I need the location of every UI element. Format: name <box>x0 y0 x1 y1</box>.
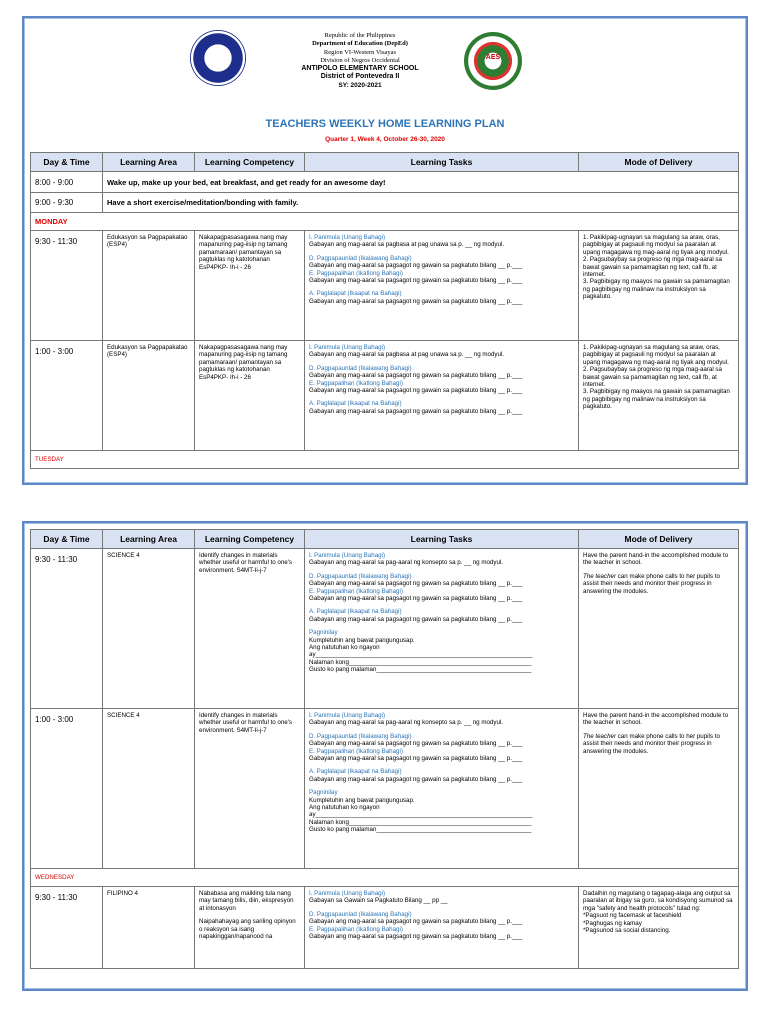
day-row <box>31 213 739 231</box>
task-text: Gabayan ang mag-aaral sa pagsagot ng gawain sa pagkatuto bilang __ p.___ <box>309 755 523 763</box>
mode-cell: Dadalhin ng magulang o tagapag-alaga ang output sa paaralan at ibigay sa guro, sa kondisyong sumunod sa mga "safety and health protocols" tulad ng: *Pagsuot ng facemask at faceshield *Paghugas ng kamay *Pagsunod sa social distancing. <box>579 887 739 969</box>
col-header: Learning Competency <box>195 153 305 172</box>
task-text: Gabayan ang mag-aaral sa pagbasa at pag unawa sa p. __ ng modyul. <box>309 351 505 359</box>
header-line: Region VI-Western Visayas <box>323 48 397 56</box>
school-seal-icon <box>464 32 522 90</box>
competency-cell: Nakapagpasasagawa nang may mapanuring pag-iisip ng tamang pamamaraan/ pamantayan sa pagtuklas ng katotohanan EsP4PKP- Ih-i - 26 <box>195 231 305 341</box>
task-text: Gabayan ang mag-aaral sa pagsagot ng gawain sa pagkatuto bilang __ p.___ <box>309 387 523 395</box>
header-line: Division of Negros Occidental <box>320 56 400 64</box>
reflection-line: Kumpletuhin ang bawat pangungusap. <box>309 636 415 644</box>
task-text: Gabayan ang mag-aaral sa pagsagot ng gawain sa pagkatuto bilang __ p.___ <box>309 407 523 415</box>
day-row <box>31 451 739 469</box>
competency-cell: Nakapagpasasagawa nang may mapanuring pag-iisip ng tamang pamamaraan/ pamantayan sa pagtuklas ng katotohanan EsP4PKP- Ih-i - 26 <box>195 341 305 451</box>
learning-area-cell: FILIPINO 4 <box>103 887 195 969</box>
table-row <box>31 887 739 969</box>
learning-area-cell: Edukasyon sa Pagpapakatao (ESP4) <box>103 231 195 341</box>
time-cell: 1:00 - 3:00 <box>31 709 103 869</box>
tasks-cell <box>305 231 579 341</box>
task-text: Gabayan ang mag-aaral sa pagsagot ng gawain sa pagkatuto bilang __ p.___ <box>309 595 523 603</box>
tasks-cell <box>305 709 579 869</box>
mode-text <box>583 733 734 755</box>
task-label: D. Pagpapaunlad (Ikalawang Bahagi) <box>309 572 412 580</box>
task-label: I. Panimula (Unang Bahagi) <box>309 234 386 241</box>
task-label: E. Pagpapalihan (Ikatlong Bahagi) <box>309 925 403 933</box>
task-text: Gabayan ang mag-aaral sa pagsagot ng gawain sa pagkatuto bilang __ p.___ <box>309 740 523 748</box>
table-row <box>31 549 739 709</box>
school-year: SY: 2020-2021 <box>338 81 382 89</box>
task-label: I. Panimula (Unang Bahagi) <box>309 344 386 351</box>
competency-text: Naipahahayag ang sariling opinyon o reaksyon sa isang napakinggan/napanood na <box>199 918 296 941</box>
col-header: Mode of Delivery <box>579 153 739 172</box>
time-cell: 9:30 - 11:30 <box>31 887 103 969</box>
reflection-line: Ang natutuhan ko ngayon <box>309 644 380 652</box>
task-label: I. Panimula (Unang Bahagi) <box>309 890 386 897</box>
mode-text: Have the parent hand-in the accomplished module to the teacher in school. <box>583 712 729 727</box>
document-header <box>30 24 740 152</box>
competency-cell: Identify changes in materials whether useful or harmful to one's environment. S4MT-Ii-j-7 <box>195 709 305 869</box>
mode-text-rest: can make phone calls to her pupils to assist their needs and monitor their progress in answering the modules. <box>583 572 720 595</box>
task-label: E. Pagpapalihan (Ikatlong Bahagi) <box>309 269 403 277</box>
document-title: TEACHERS WEEKLY HOME LEARNING PLAN <box>265 118 505 130</box>
learning-area-cell: SCIENCE 4 <box>103 549 195 709</box>
col-header: Learning Area <box>103 530 195 549</box>
reflection-line: ay_______________________________________________________________ <box>309 651 533 659</box>
table-row <box>31 193 739 213</box>
tasks-cell <box>305 341 579 451</box>
table-header-row <box>31 153 739 172</box>
day-label-wednesday: WEDNESDAY <box>31 869 739 887</box>
col-header: Mode of Delivery <box>579 530 739 549</box>
task-text: Gabayan ang mag-aaral sa pagsagot ng gawain sa pagkatuto bilang __ p.___ <box>309 262 523 270</box>
task-text: Gabayan ang mag-aaral sa pagsagot ng gawain sa pagkatuto bilang __ p.___ <box>309 580 523 588</box>
task-label: A. Paglalapat (Ikaapat na Bahagi) <box>309 400 402 408</box>
learning-area-cell: Edukasyon sa Pagpapakatao (ESP4) <box>103 341 195 451</box>
task-label: E. Pagpapalihan (Ikatlong Bahagi) <box>309 587 403 595</box>
reflection-line: ay_______________________________________________________________ <box>309 811 533 819</box>
time-cell: 9:00 - 9:30 <box>31 193 103 213</box>
task-label: A. Paglalapat (Ikaapat na Bahagi) <box>309 608 402 616</box>
mode-text: Have the parent hand-in the accomplished module to the teacher in school. <box>583 552 729 567</box>
task-label: E. Pagpapalihan (Ikatlong Bahagi) <box>309 379 403 387</box>
table-header-row <box>31 530 739 549</box>
task-label: Pagninilay <box>309 789 338 797</box>
mode-text-rest: can make phone calls to her pupils to assist their needs and monitor their progress in answering the modules. <box>583 732 720 755</box>
header-lines <box>260 32 460 90</box>
table-row <box>31 709 739 869</box>
page-2 <box>22 521 748 991</box>
school-name: ANTIPOLO ELEMENTARY SCHOOL <box>301 65 419 73</box>
reflection-line: Gusto ko pang malaman_____________________________________________ <box>309 826 532 834</box>
task-label: D. Pagpapaunlad (Ikalawang Bahagi) <box>309 364 412 372</box>
day-row <box>31 869 739 887</box>
competency-cell: Identify changes in materials whether useful or harmful to one's environment. S4MT-Ii-j-7 <box>195 549 305 709</box>
task-label: E. Pagpapalihan (Ikatlong Bahagi) <box>309 747 403 755</box>
routine-cell: Wake up, make up your bed, eat breakfast, and get ready for an awesome day! <box>103 172 739 193</box>
task-label: A. Paglalapat (Ikaapat na Bahagi) <box>309 768 402 776</box>
mode-cell: 1. Pakikipag-ugnayan sa magulang sa araw, oras, pagbibigay at pagsauli ng modyul sa paaralan at upang magagawa ng mag-aaral ng tiyak ang modyul. 2. Pagsubaybay sa progreso ng mga mag-aaral sa bawat gawain sa pamamagitan ng text, call fb, at internet. 3. Pagbibigay ng maayos na gawain sa pamamagitan ng pagbibigay ng malinaw na instruksiyon sa pagkatuto. <box>579 341 739 451</box>
time-cell: 9:30 - 11:30 <box>31 549 103 709</box>
learning-plan-table <box>30 529 739 969</box>
table-row <box>31 172 739 193</box>
day-label-tuesday: TUESDAY <box>31 451 739 469</box>
mode-text-emphasis: The teacher <box>583 732 617 740</box>
mode-cell <box>579 549 739 709</box>
task-label: Pagninilay <box>309 629 338 637</box>
document-subtitle: Quarter 1, Week 4, October 26-30, 2020 <box>325 136 445 143</box>
mode-cell: 1. Pakikipag-ugnayan sa magulang sa araw, oras, pagbibigay at pagsauli ng modyul sa paaralan at upang magagawa ng mag-aaral ng tiyak ang modyul. 2. Pagsubaybay sa progreso ng mga mag-aaral sa bawat gawain sa pamamagitan ng text, call fb, at internet. 3. Pagbibigay ng maayos na gawain sa pamamagitan ng pagbibigay ng malinaw na instruksiyon sa pagkatuto. <box>579 231 739 341</box>
day-label-monday: MONDAY <box>31 213 739 231</box>
mode-text-emphasis: The teacher <box>583 572 617 580</box>
learning-area-cell: SCIENCE 4 <box>103 709 195 869</box>
reflection-line: Kumpletuhin ang bawat pangungusap. <box>309 796 415 804</box>
table-row <box>31 231 739 341</box>
col-header: Day & Time <box>31 530 103 549</box>
mode-text <box>583 573 734 595</box>
header-line: Department of Education (DepEd) <box>312 40 408 48</box>
col-header: Learning Tasks <box>305 530 579 549</box>
tasks-cell <box>305 549 579 709</box>
time-cell: 1:00 - 3:00 <box>31 341 103 451</box>
task-label: A. Paglalapat (Ikaapat na Bahagi) <box>309 290 402 298</box>
task-text: Gabayan ang mag-aaral sa pagsagot ng gawain sa pagkatuto bilang __ p.___ <box>309 933 523 941</box>
learning-plan-table <box>30 152 739 469</box>
col-header: Learning Tasks <box>305 153 579 172</box>
routine-cell: Have a short exercise/meditation/bonding with family. <box>103 193 739 213</box>
task-text: Gabayan ang mag-aaral sa pag-aaral ng konsepto sa p. __ ng modyul. <box>309 719 503 727</box>
task-label: D. Pagpapaunlad (Ikalawang Bahagi) <box>309 910 412 918</box>
task-text: Gabayan ang mag-aaral sa pagsagot ng gawain sa pagkatuto bilang __ p.___ <box>309 372 523 380</box>
task-text: Gabayan sa Gawain sa Pagkatuto Bilang __ pp __ <box>309 897 448 905</box>
task-text: Gabayan ang mag-aaral sa pagsagot ng gawain sa pagkatuto bilang __ p.___ <box>309 277 523 285</box>
table-row <box>31 341 739 451</box>
deped-seal-icon <box>190 30 246 86</box>
task-text: Gabayan ang mag-aaral sa pagsagot ng gawain sa pagkatuto bilang __ p.___ <box>309 615 523 623</box>
tasks-cell <box>305 887 579 969</box>
task-label: I. Panimula (Unang Bahagi) <box>309 552 386 559</box>
task-text: Gabayan ang mag-aaral sa pag-aaral ng konsepto sa p. __ ng modyul. <box>309 559 503 567</box>
task-label: I. Panimula (Unang Bahagi) <box>309 712 386 719</box>
task-text: Gabayan ang mag-aaral sa pagsagot ng gawain sa pagkatuto bilang __ p.___ <box>309 918 523 926</box>
task-text: Gabayan ang mag-aaral sa pagbasa at pag unawa sa p. __ ng modyul. <box>309 241 505 249</box>
school-seal-text: AES <box>485 54 501 61</box>
task-text: Gabayan ang mag-aaral sa pagsagot ng gawain sa pagkatuto bilang __ p.___ <box>309 297 523 305</box>
header-line: Republic of the Philippines <box>324 32 396 39</box>
mode-cell <box>579 709 739 869</box>
task-text: Gabayan ang mag-aaral sa pagsagot ng gawain sa pagkatuto bilang __ p.___ <box>309 775 523 783</box>
task-label: D. Pagpapaunlad (Ikalawang Bahagi) <box>309 254 412 262</box>
reflection-line: Nalaman kong_____________________________________________________ <box>309 658 532 666</box>
col-header: Day & Time <box>31 153 103 172</box>
col-header: Learning Area <box>103 153 195 172</box>
task-label: D. Pagpapaunlad (Ikalawang Bahagi) <box>309 732 412 740</box>
reflection-line: Nalaman kong_____________________________________________________ <box>309 818 532 826</box>
district-name: District of Pontevedra II <box>320 73 400 81</box>
page-1 <box>22 16 748 485</box>
reflection-line: Gusto ko pang malaman_____________________________________________ <box>309 666 532 674</box>
competency-text: Nababasa ang maikling tula nang may tamang bilis, diin, ekspresyon at intonasyon <box>199 890 294 912</box>
col-header: Learning Competency <box>195 530 305 549</box>
reflection-line: Ang natutuhan ko ngayon <box>309 804 380 812</box>
competency-cell <box>195 887 305 969</box>
time-cell: 9:30 - 11:30 <box>31 231 103 341</box>
time-cell: 8:00 - 9:00 <box>31 172 103 193</box>
